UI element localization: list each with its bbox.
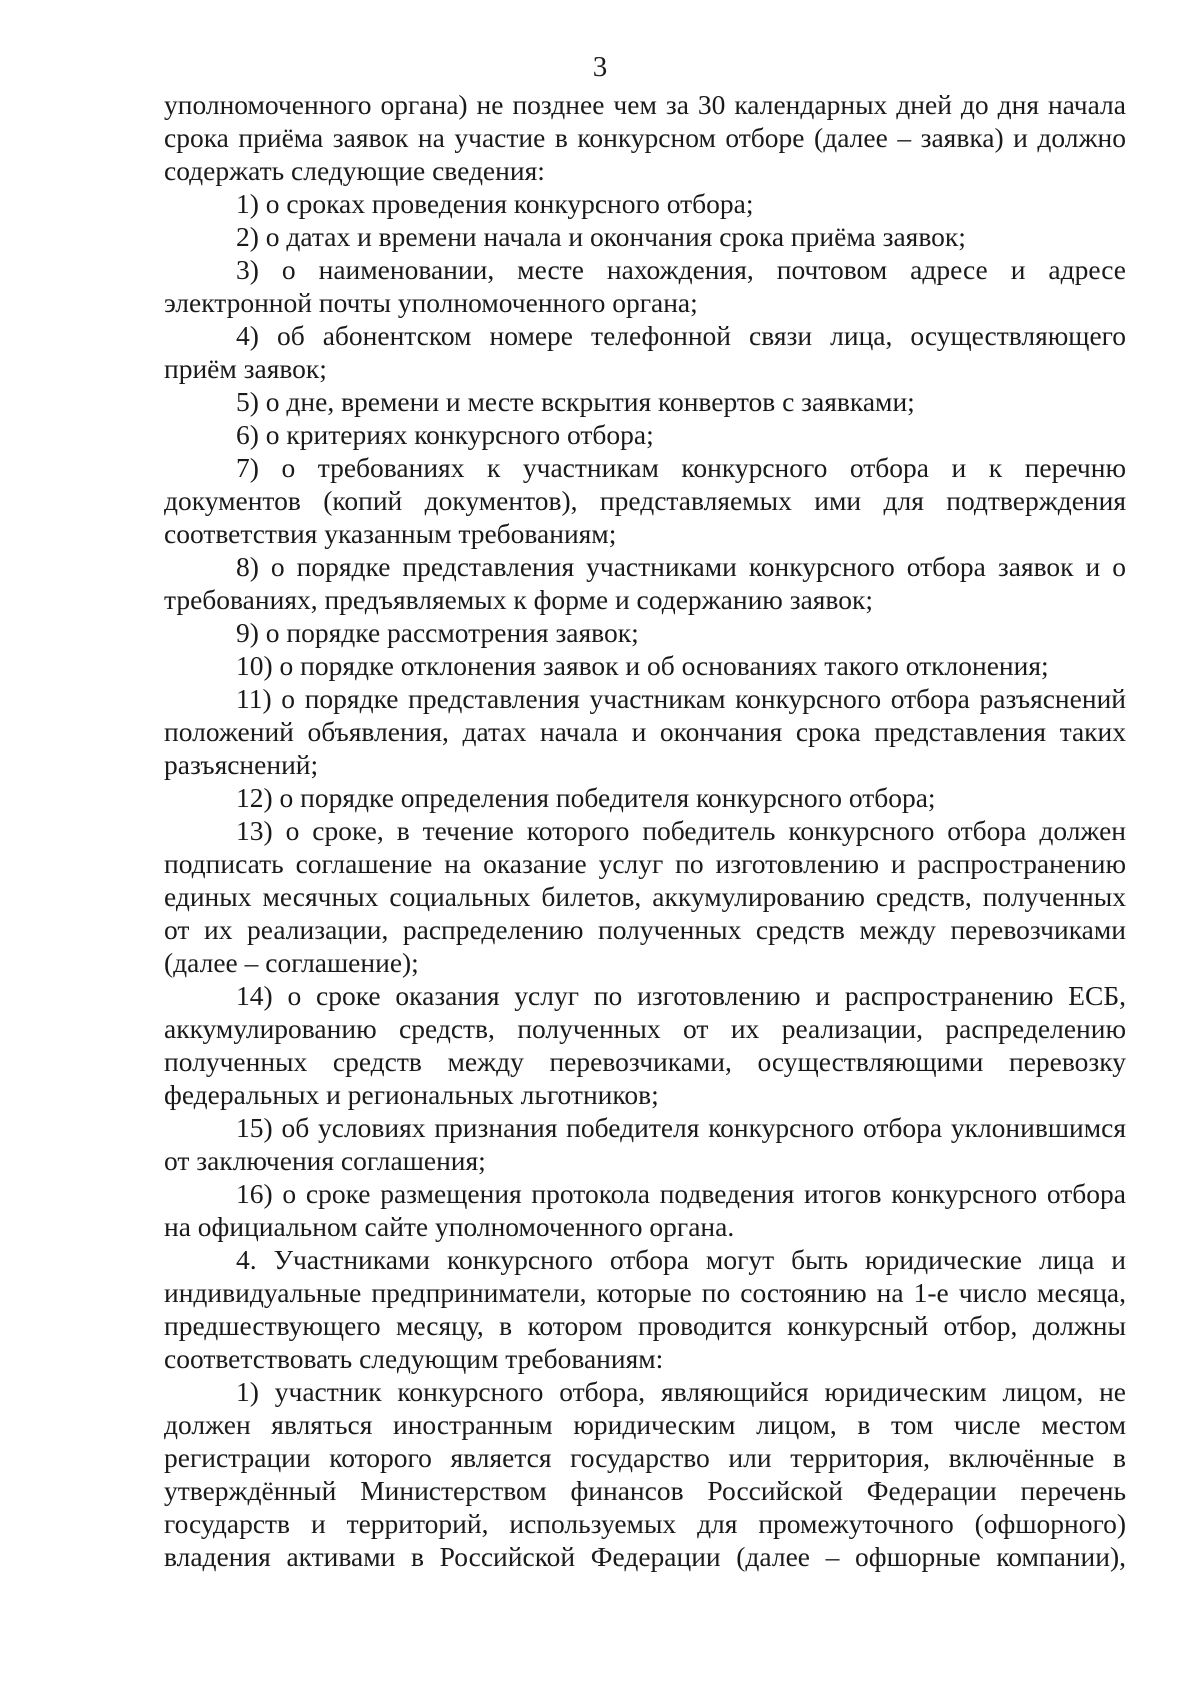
list-item-11: 11) о порядке представления участникам конкурсного отбора разъяснений положений объявления, датах начала и окончания срока представления таких разъяснений; [164, 683, 1126, 780]
list-item-4: 4) об абонентском номере телефонной связи лица, осуществляющего приём заявок; [164, 320, 1126, 384]
list-item-9: 9) о порядке рассмотрения заявок; [236, 617, 639, 648]
list-item-12: 12) о порядке определения победителя конкурсного отбора; [236, 782, 936, 813]
list-item-7: 7) о требованиях к участникам конкурсного отбора и к перечню документов (копий документов), представляемых ими для подтверждения соответствия указанным требованиям; [164, 452, 1126, 549]
list-item-1: 1) о сроках проведения конкурсного отбора; [236, 188, 754, 219]
page-number: 3 [592, 51, 608, 83]
list-item-15: 15) об условиях признания победителя конкурсного отбора уклонившимся от заключения соглашения; [164, 1112, 1126, 1176]
document-body [164, 88, 1126, 1573]
list-item-13: 13) о сроке, в течение которого победитель конкурсного отбора должен подписать соглашение на оказание услуг по изготовлению и распространению единых месячных социальных билетов, аккумулированию средств, полученных от их реализации, распределению полученных средств между перевозчиками (далее – соглашение); [164, 815, 1126, 978]
paragraph-intro: уполномоченного органа) не позднее чем за 30 календарных дней до дня начала срока приёма заявок на участие в конкурсном отборе (далее – заявка) и должно содержать следующие сведения: [164, 89, 1126, 186]
section-4-paragraph: 4. Участниками конкурсного отбора могут быть юридические лица и индивидуальные предприниматели, которые по состоянию на 1-е число месяца, предшествующего месяцу, в котором проводится конкурсный отбор, должны соответствовать следующим требованиям: [164, 1244, 1126, 1374]
list-item-3: 3) о наименовании, месте нахождения, почтовом адресе и адресе электронной почты уполномоченного органа; [164, 254, 1126, 318]
list-item-6: 6) о критериях конкурсного отбора; [236, 419, 654, 450]
list-item-2: 2) о датах и времени начала и окончания срока приёма заявок; [236, 221, 966, 252]
section-4-item-1: 1) участник конкурсного отбора, являющийся юридическим лицом, не должен являться иностранным юридическим лицом, в том числе местом регистрации которого является государство или территория, включённые в утверждённый Министерством финансов Российской Федерации перечень государств и территорий, используемых для промежуточного (офшорного) владения активами в Российской Федерации (далее – офшорные компании), [164, 1376, 1126, 1572]
list-item-16: 16) о сроке размещения протокола подведения итогов конкурсного отбора на официальном сайте уполномоченного органа. [164, 1178, 1126, 1242]
list-item-5: 5) о дне, времени и месте вскрытия конвертов с заявками; [236, 386, 915, 417]
list-item-10: 10) о порядке отклонения заявок и об основаниях такого отклонения; [236, 650, 1049, 681]
list-item-8: 8) о порядке представления участниками конкурсного отбора заявок и о требованиях, предъявляемых к форме и содержанию заявок; [164, 551, 1126, 615]
list-item-14: 14) о сроке оказания услуг по изготовлению и распространению ЕСБ, аккумулированию средств, полученных от их реализации, распределению полученных средств между перевозчиками, осуществляющими перевозку федеральных и региональных льготников; [164, 980, 1126, 1110]
